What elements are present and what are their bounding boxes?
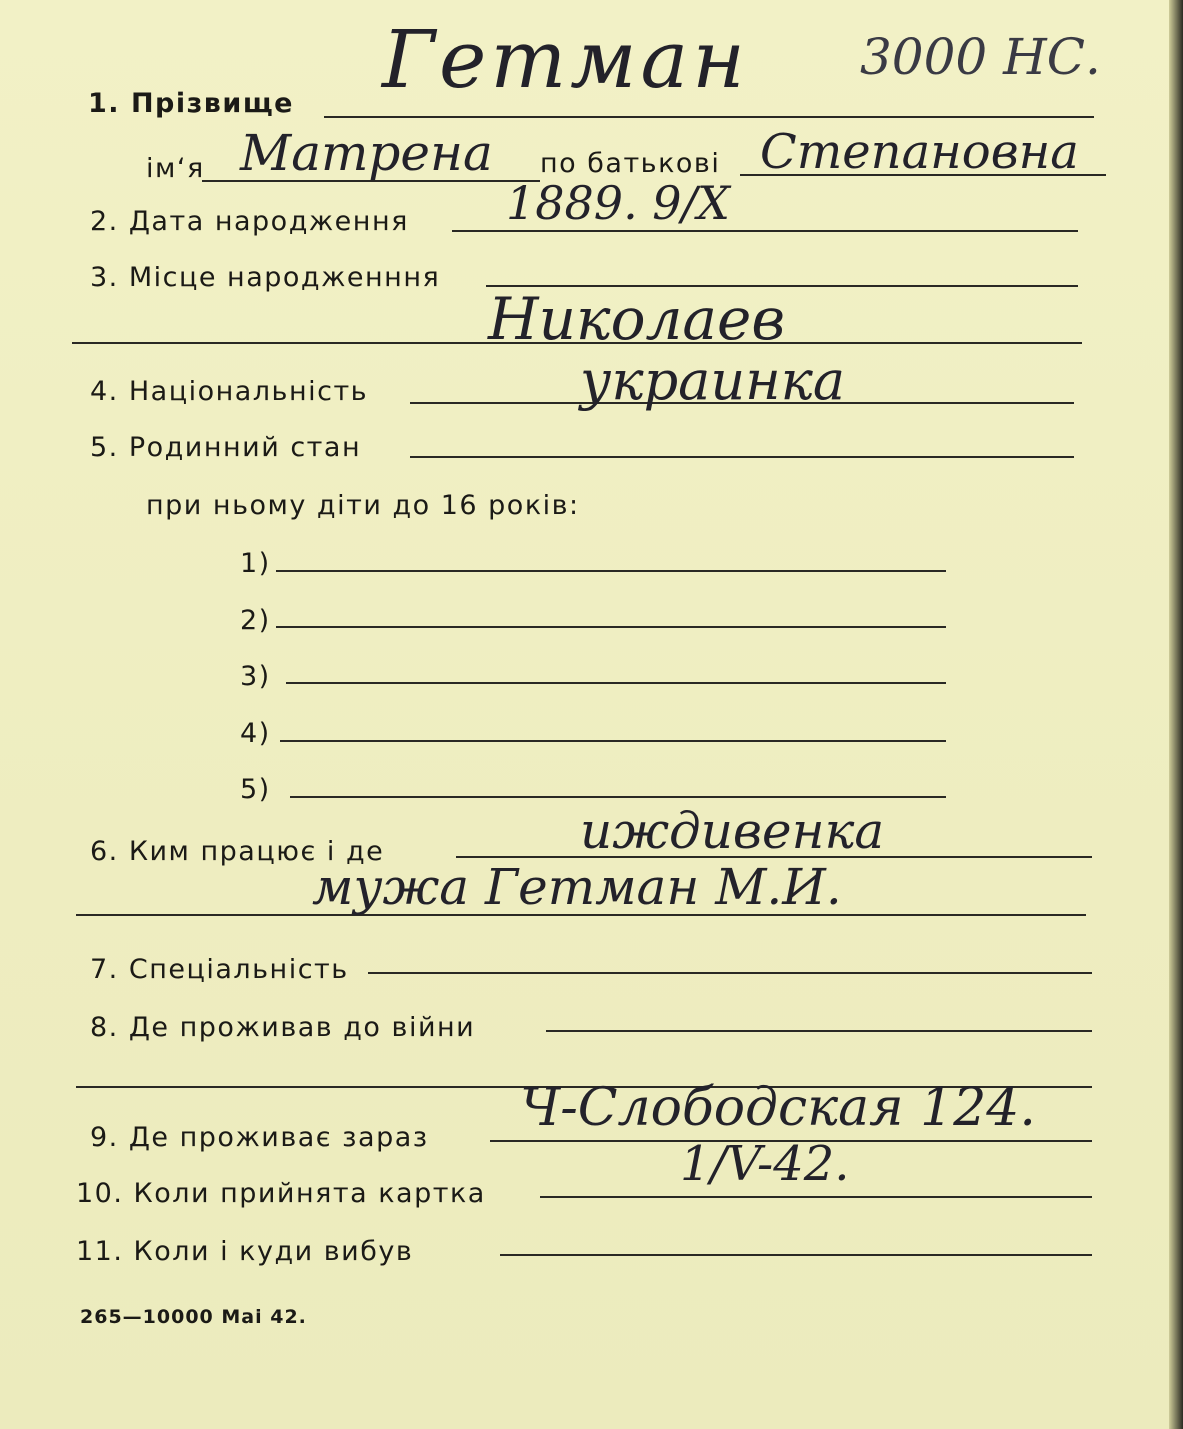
label-card-date: 10. Коли прийнята картка [76,1178,486,1209]
label-current-residence: 9. Де проживає зараз [90,1122,429,1153]
print-code: 265—10000 Mai 42. [80,1306,307,1328]
label-occupation: 6. Ким працює і де [90,836,385,867]
hand-current-residence: Ч-Слободская 124. [520,1078,1036,1138]
line-surname [324,116,1094,118]
child-number-5: 5) [240,774,271,805]
hand-nationality: украинка [580,349,846,412]
label-birth-date: 2. Дата народження [90,206,409,237]
line-birth-date [452,230,1078,232]
child-line-1 [276,570,946,572]
hand-occupation-1: иждивенка [580,802,885,860]
label-birth-place: 3. Місце народженння [90,262,441,293]
label-nationality: 4. Національність [90,376,369,407]
hand-patronymic: Степановна [760,124,1079,180]
line-prewar-residence [546,1030,1092,1032]
hand-surname: Гетман [382,13,749,106]
hand-birth-place: Николаев [488,285,786,353]
hand-occupation-2: мужа Гетман М.И. [312,858,842,916]
child-line-3 [286,682,946,684]
child-line-5 [290,796,946,798]
line-card-date [540,1196,1092,1198]
label-children: при ньому діти до 16 років: [146,490,580,521]
label-surname: 1. Прізвище [88,88,294,119]
child-line-4 [280,740,946,742]
child-number-3: 3) [240,661,271,692]
label-marital-status: 5. Родинний стан [90,432,362,463]
hand-top-note: 3000 НС. [860,28,1101,86]
line-marital-status [410,456,1074,458]
label-name: ім‘я [146,153,205,184]
child-number-2: 2) [240,605,271,636]
label-departure: 11. Коли і куди вибув [76,1236,414,1267]
hand-card-date: 1/V-42. [680,1136,850,1192]
child-number-4: 4) [240,718,271,749]
label-patronymic: по батькові [540,148,721,179]
child-number-1: 1) [240,548,271,579]
hand-name: Матрена [240,124,493,182]
child-line-2 [276,626,946,628]
line-specialty [368,972,1092,974]
label-prewar-residence: 8. Де проживав до війни [90,1012,476,1043]
label-specialty: 7. Спеціальність [90,954,349,985]
card-edge [1169,0,1183,1429]
line-departure [500,1254,1092,1256]
hand-birth-date: 1889. 9/X [506,176,730,230]
